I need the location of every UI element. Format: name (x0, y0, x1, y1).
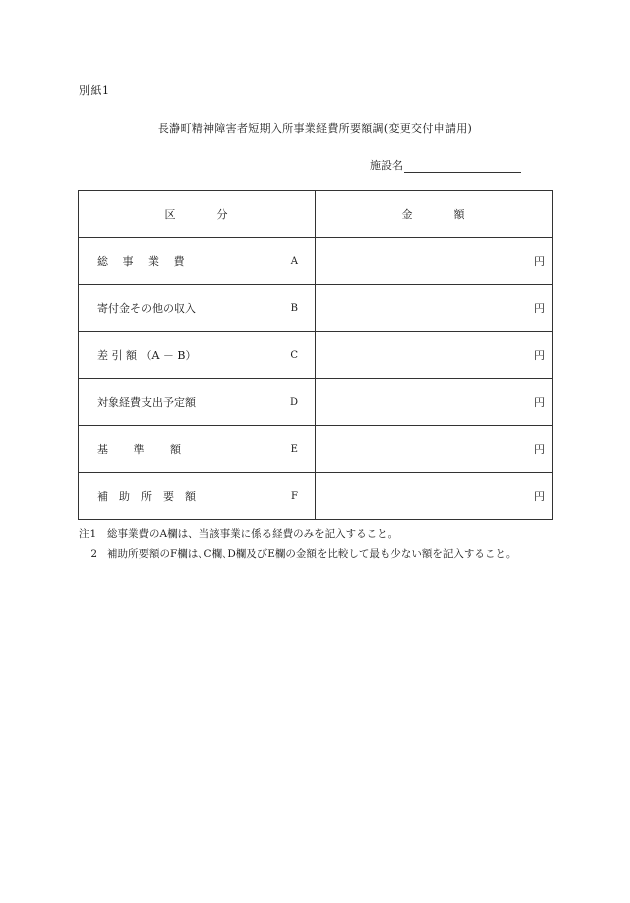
note-text: 総事業費のA欄は、当該事業に係る経費のみを記入すること。 (107, 528, 399, 540)
row-code: D (289, 396, 298, 408)
note-text: 補助所要額のF欄は､C欄､D欄及びE欄の金額を比較して最も少ない額を記入すること。 (107, 548, 517, 560)
amount-cell (315, 426, 552, 473)
note-item (79, 524, 516, 544)
table-row (79, 238, 553, 285)
category-header: 区 分 (79, 191, 316, 238)
yen-unit: 円 (534, 443, 545, 456)
row-label: 補 助 所 要 額 (97, 490, 196, 503)
facility-name-label: 施設名 (370, 159, 403, 172)
note-mark: 注1 (79, 528, 97, 540)
table-row (79, 285, 553, 332)
note-mark: 2 (90, 548, 97, 560)
table-row (79, 332, 553, 379)
row-label: 寄付金その他の収入 (97, 302, 196, 315)
table-row (79, 426, 553, 473)
amount-cell (315, 473, 552, 520)
amount-cell (315, 332, 552, 379)
category-cell (79, 473, 316, 520)
yen-unit: 円 (534, 490, 545, 503)
category-cell (79, 238, 316, 285)
amount-cell (315, 285, 552, 332)
category-cell (79, 379, 316, 426)
row-code: C (290, 349, 298, 361)
category-cell (79, 332, 316, 379)
row-code: F (291, 490, 298, 502)
table-row (79, 379, 553, 426)
yen-unit: 円 (534, 302, 545, 315)
attachment-label: 別紙1 (79, 84, 110, 97)
facility-name-line (370, 157, 521, 173)
document-title: 長瀞町精神障害者短期入所事業経費所要額調(変更交付申請用) (157, 122, 473, 135)
table-header-row (79, 191, 553, 238)
facility-name-blank (404, 160, 521, 173)
amount-cell (315, 238, 552, 285)
yen-unit: 円 (534, 255, 545, 268)
row-label: 総 事 業 費 (97, 255, 185, 268)
amount-header: 金 額 (315, 191, 552, 238)
expense-table (78, 190, 553, 520)
amount-cell (315, 379, 552, 426)
category-cell (79, 285, 316, 332)
row-label: 対象経費支出予定額 (97, 396, 196, 409)
yen-unit: 円 (534, 396, 545, 409)
row-code: B (290, 302, 298, 314)
note-item (79, 544, 516, 564)
notes-section (79, 524, 516, 564)
category-cell (79, 426, 316, 473)
row-label: 差 引 額 （A － B） (97, 349, 197, 362)
row-code: A (290, 255, 298, 267)
yen-unit: 円 (534, 349, 545, 362)
table-row (79, 473, 553, 520)
row-code: E (290, 443, 298, 455)
row-label: 基 準 額 (97, 443, 181, 456)
